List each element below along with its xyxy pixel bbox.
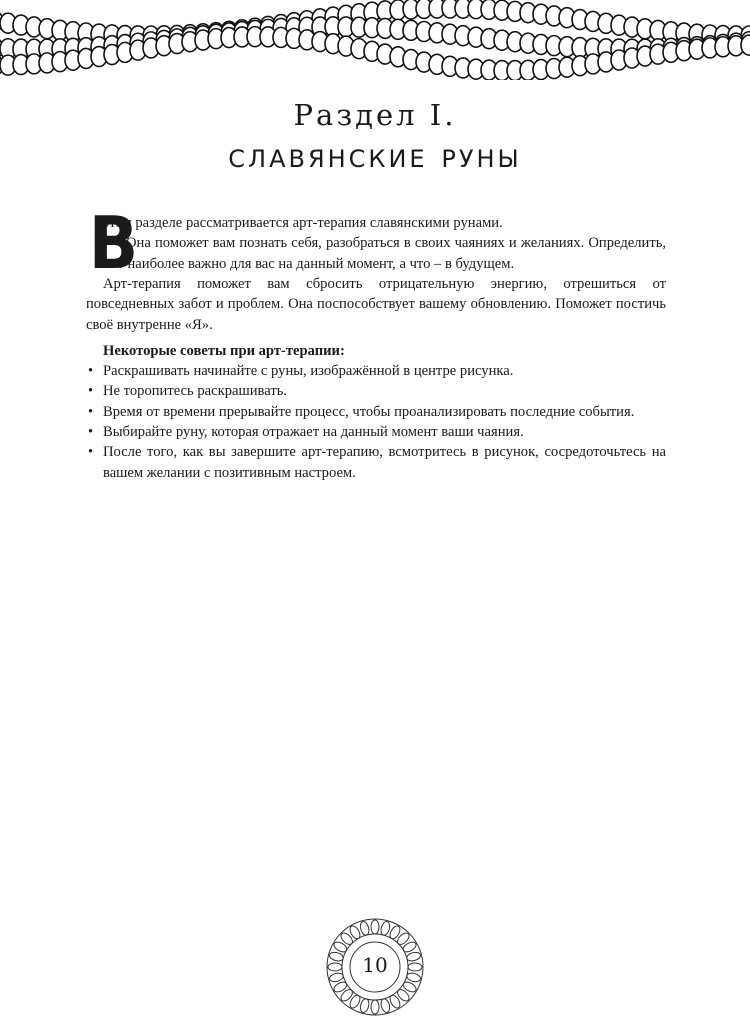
drop-cap: В xyxy=(88,201,139,285)
list-item: • Время от времени прерывайте процесс, чтобы проанализировать последние события. xyxy=(86,402,666,422)
paragraph: Она поможет вам познать себя, разобраться в своих чаяниях и желаниях. Определить, что наиболее важно для вас на данный момент, а что – в будущем. xyxy=(103,235,666,272)
list-item: • Не торопитесь раскрашивать. xyxy=(86,381,666,401)
page-number: 10 xyxy=(362,953,388,977)
paragraph: этом разделе рассматривается арт-терапия славянскими рунами. xyxy=(103,215,503,231)
body-text xyxy=(86,274,666,483)
list-item: • Раскрашивать начинайте с руны, изображённой в центре рисунка. xyxy=(86,361,666,381)
tips-list xyxy=(86,361,666,483)
beaded-border-ornament xyxy=(0,0,750,80)
paragraph: Арт-терапия поможет вам сбросить отрицательную энергию, отрешиться от повседневных забот и проблем. Она поспособствует вашему обновлению. Поможет постичь своё внутренне «Я». xyxy=(86,276,666,333)
intro-block xyxy=(103,213,666,274)
list-item: • Выбирайте руну, которая отражает на данный момент ваши чаяния. xyxy=(86,422,666,442)
list-item: • После того, как вы завершите арт-терапию, всмотритесь в рисунок, сосредоточьтесь на вашем желании с позитивным настроем. xyxy=(86,442,666,483)
section-label: Раздел I. xyxy=(293,98,457,132)
bead xyxy=(741,35,750,55)
tips-heading: Некоторые советы при арт-терапии: xyxy=(103,342,345,359)
page-title: славянские руны xyxy=(228,136,522,176)
